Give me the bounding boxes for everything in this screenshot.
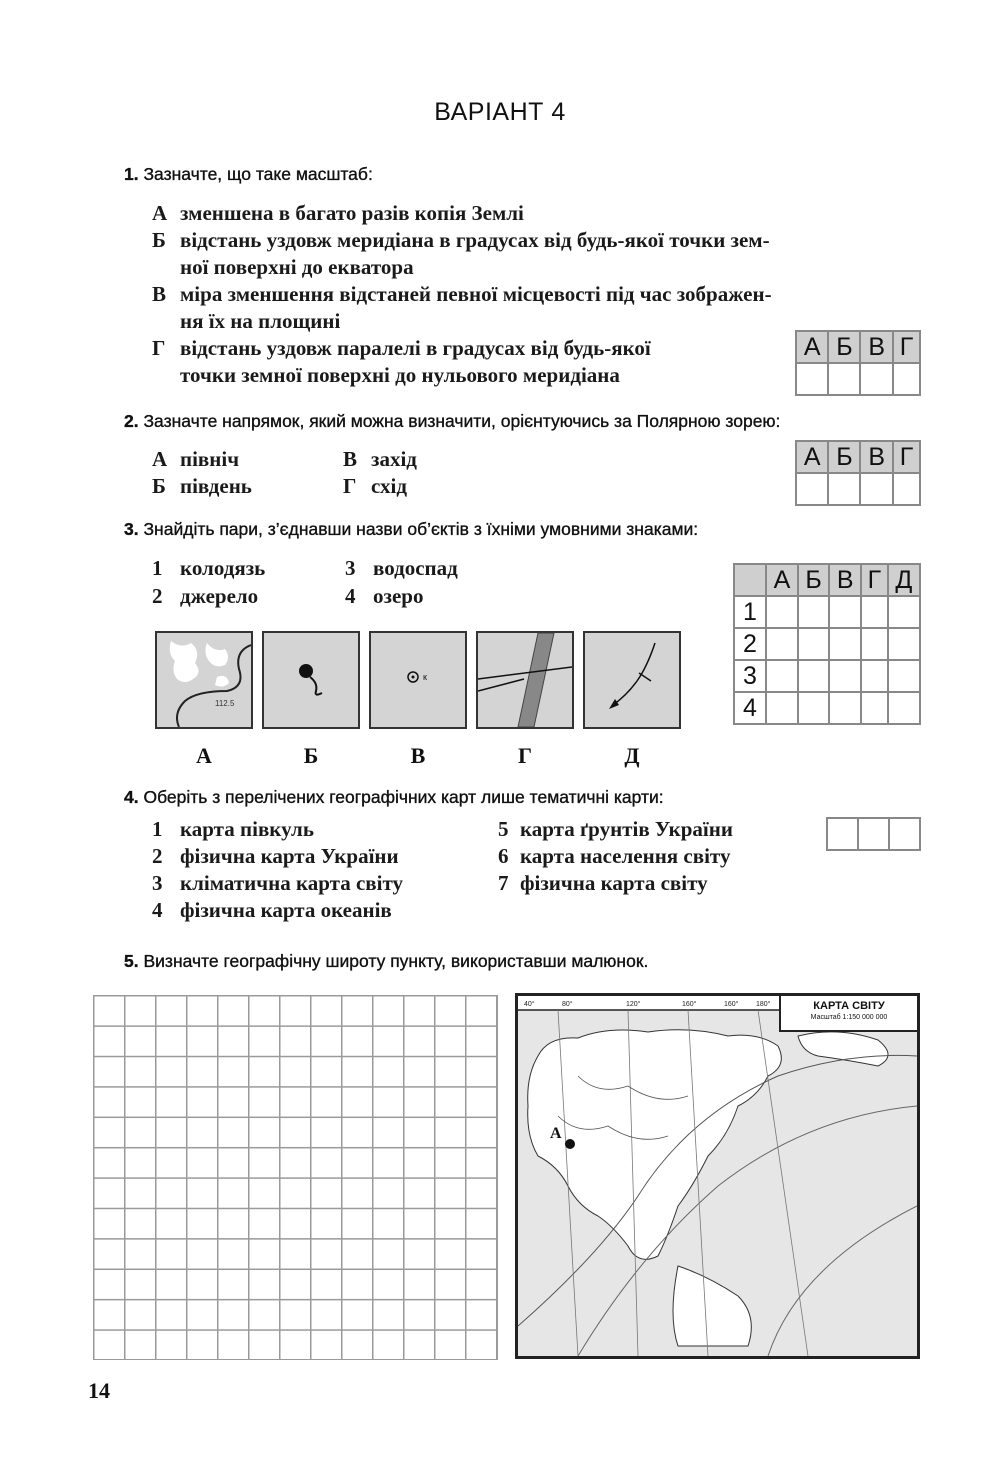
- grid-col-d: Д: [888, 564, 920, 596]
- map-title-box: [779, 996, 917, 1032]
- svg-text:80°: 80°: [562, 1001, 573, 1008]
- q2-option-a: А північ: [152, 447, 240, 471]
- answer-grid-q3: [733, 563, 921, 725]
- q2-option-b: Б південь: [152, 474, 252, 498]
- symbol-label-a: А: [196, 743, 212, 768]
- grid-cell[interactable]: [888, 660, 920, 692]
- question-3: [124, 519, 698, 540]
- answer-cell[interactable]: [796, 363, 828, 395]
- grid-col-a: А: [766, 564, 798, 596]
- grid-cell[interactable]: [888, 692, 920, 724]
- grid-cell[interactable]: [861, 660, 888, 692]
- lake-icon: [157, 633, 251, 727]
- svg-text:112.5: 112.5: [215, 699, 235, 708]
- spring-icon: [264, 633, 358, 727]
- map-title: КАРТА СВІТУ: [813, 1000, 885, 1012]
- svg-text:А: А: [550, 1125, 562, 1142]
- grid-cell[interactable]: [861, 692, 888, 724]
- option-v: В міра зменшення відстаней певної місцевості під час зображен-: [152, 282, 772, 306]
- symbol-v-well: [369, 631, 467, 729]
- q4-items-right: [498, 816, 733, 897]
- q3-item-1: 1 колодязь: [152, 556, 266, 580]
- grid-cell[interactable]: [798, 596, 829, 628]
- q2-option-v: В захід: [343, 447, 417, 471]
- grid-cell[interactable]: [829, 628, 861, 660]
- answer-cell[interactable]: [858, 818, 889, 850]
- question-2-number: 2.: [124, 411, 139, 431]
- option-a: А зменшена в багато разів копія Землі: [152, 201, 524, 225]
- q4-item-1: 1 карта півкуль: [152, 817, 314, 841]
- question-1-text: Зазначте, що таке масштаб:: [143, 164, 373, 184]
- q4-item-4: 4 фізична карта океанів: [152, 898, 392, 922]
- question-1-number: 1.: [124, 164, 139, 184]
- option-g: Г відстань уздовж паралелі в градусах від будь-якої: [152, 336, 651, 360]
- page-title: ВАРІАНТ 4: [434, 98, 566, 126]
- answer-col-b: Б: [828, 441, 860, 473]
- grid-col-v: В: [829, 564, 861, 596]
- question-2: [124, 411, 780, 432]
- grid-cell[interactable]: [766, 660, 798, 692]
- grid-cell[interactable]: [798, 660, 829, 692]
- grid-corner: [734, 564, 766, 596]
- grid-col-b: Б: [798, 564, 829, 596]
- question-3-text: Знайдіть пари, з’єднавши назви об’єктів з їхніми умовними знаками:: [143, 519, 699, 539]
- question-5-number: 5.: [124, 951, 139, 971]
- answer-cell[interactable]: [860, 363, 892, 395]
- option-b: Б відстань уздовж меридіана в градусах від будь-якої точки зем-: [152, 228, 770, 252]
- option-b-cont: ної поверхні до екватора: [180, 255, 414, 279]
- grid-row-4: 4: [734, 692, 766, 724]
- river-road-icon: [478, 633, 572, 727]
- grid-col-g: Г: [861, 564, 888, 596]
- well-icon: [371, 633, 465, 727]
- answer-col-v: В: [860, 441, 892, 473]
- symbol-b-spring: [262, 631, 360, 729]
- answer-grid-q1: [795, 330, 921, 396]
- answer-col-g: Г: [893, 331, 920, 363]
- answer-col-a: А: [796, 441, 828, 473]
- answer-col-g: Г: [893, 441, 920, 473]
- question-1: [124, 164, 373, 185]
- symbol-label-v: В: [410, 743, 426, 768]
- symbol-g-waterfall: [476, 631, 574, 729]
- answer-cell[interactable]: [860, 473, 892, 505]
- grid-row-3: 3: [734, 660, 766, 692]
- question-3-number: 3.: [124, 519, 139, 539]
- grid-cell[interactable]: [766, 692, 798, 724]
- grid-cell[interactable]: [829, 660, 861, 692]
- answer-grid-q2: [795, 440, 921, 506]
- svg-text:160°: 160°: [724, 1001, 739, 1008]
- answer-cell[interactable]: [827, 818, 858, 850]
- answer-cell[interactable]: [828, 473, 860, 505]
- q4-item-2: 2 фізична карта України: [152, 844, 399, 868]
- answer-col-v: В: [860, 331, 892, 363]
- grid-cell[interactable]: [888, 628, 920, 660]
- svg-text:40°: 40°: [524, 1001, 535, 1008]
- question-4: [124, 787, 664, 808]
- grid-cell[interactable]: [829, 692, 861, 724]
- answer-cell[interactable]: [893, 363, 920, 395]
- working-grid[interactable]: [93, 995, 498, 1360]
- page-number: 14: [88, 1378, 110, 1403]
- symbol-label-g: Г: [518, 743, 532, 768]
- grid-row-1: 1: [734, 596, 766, 628]
- question-5-text: Визначте географічну широту пункту, використавши малюнок.: [143, 951, 649, 971]
- grid-cell[interactable]: [888, 596, 920, 628]
- world-map: [515, 993, 920, 1359]
- point-a-marker: [565, 1139, 575, 1149]
- question-4-number: 4.: [124, 787, 139, 807]
- grid-cell[interactable]: [861, 628, 888, 660]
- symbol-label-d: Д: [624, 743, 640, 768]
- option-v-cont: ня їх на площині: [180, 309, 341, 333]
- grid-cell[interactable]: [798, 692, 829, 724]
- symbol-label-b: Б: [303, 743, 319, 768]
- answer-cell[interactable]: [828, 363, 860, 395]
- river-arrow-icon: [585, 633, 679, 727]
- svg-text:120°: 120°: [626, 1001, 641, 1008]
- answer-cell[interactable]: [796, 473, 828, 505]
- q4-item-3: 3 кліматична карта світу: [152, 871, 403, 895]
- grid-cell[interactable]: [861, 596, 888, 628]
- grid-cell[interactable]: [766, 596, 798, 628]
- svg-text:к: к: [423, 672, 427, 682]
- answer-col-a: А: [796, 331, 828, 363]
- q4-items-left: [152, 816, 403, 924]
- q2-option-g: Г схід: [343, 474, 408, 498]
- answer-boxes-q4: [826, 817, 921, 851]
- q4-item-6: 6 карта населення світу: [498, 844, 731, 868]
- question-4-text: Оберіть з перелічених географічних карт лише тематичні карти:: [143, 787, 664, 807]
- answer-col-b: Б: [828, 331, 860, 363]
- symbol-d-river: [583, 631, 681, 729]
- grid-cell[interactable]: [798, 628, 829, 660]
- map-scale: Масштаб 1:150 000 000: [810, 1014, 888, 1021]
- answer-cell[interactable]: [889, 818, 920, 850]
- grid-cell[interactable]: [766, 628, 798, 660]
- asia-map-icon: [518, 996, 917, 1356]
- q3-item-3: 3 водоспад: [345, 556, 458, 580]
- grid-cell[interactable]: [829, 596, 861, 628]
- q4-item-5: 5 карта ґрунтів України: [498, 817, 733, 841]
- q4-item-7: 7 фізична карта світу: [498, 871, 708, 895]
- svg-text:180°: 180°: [756, 1001, 771, 1008]
- answer-cell[interactable]: [893, 473, 920, 505]
- grid-row-2: 2: [734, 628, 766, 660]
- question-2-text: Зазначте напрямок, який можна визначити, орієнтуючись за Полярною зорею:: [143, 411, 781, 431]
- option-g-cont: точки земної поверхні до нульового меридіана: [180, 363, 620, 387]
- q3-item-2: 2 джерело: [152, 584, 259, 608]
- q3-item-4: 4 озеро: [345, 584, 424, 608]
- question-5: [124, 951, 648, 972]
- symbol-a-lake: [155, 631, 253, 729]
- svg-text:160°: 160°: [682, 1001, 697, 1008]
